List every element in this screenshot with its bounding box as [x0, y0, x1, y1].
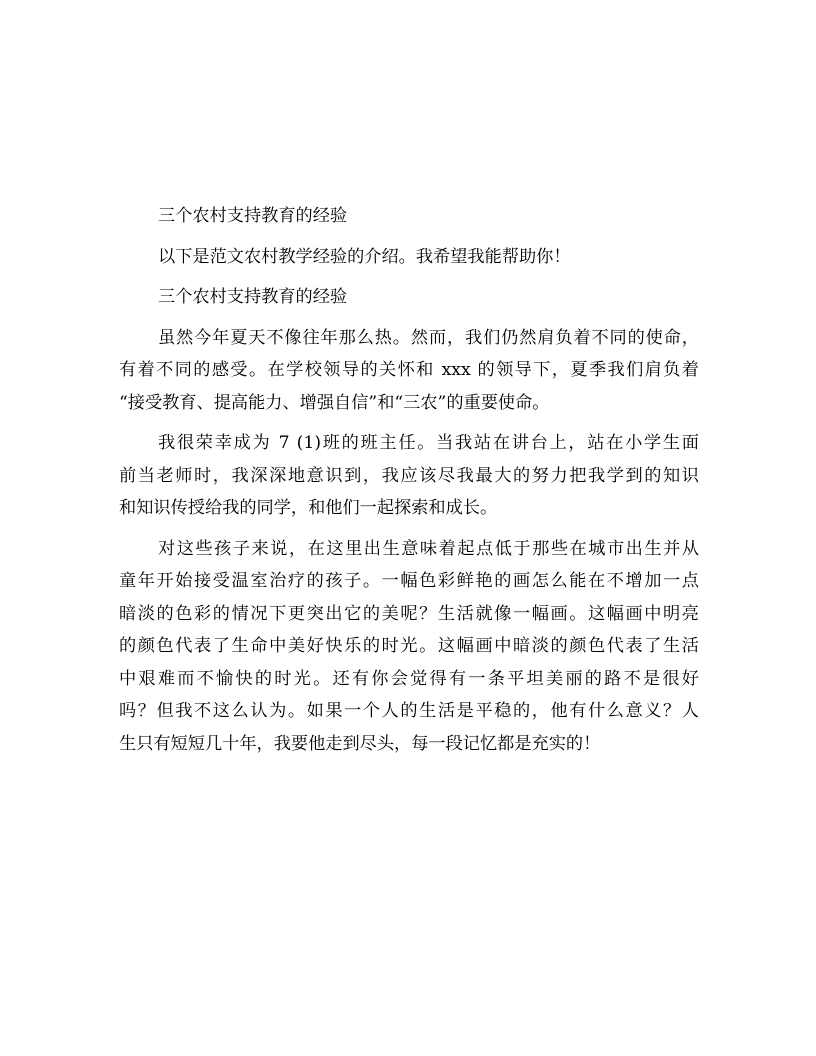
paragraph-line: 和知识传授给我的同学，和他们一起探索和成长。	[119, 498, 498, 518]
paragraph-line: 的颜色代表了生命中美好快乐的时光。这幅画中暗淡的颜色代表了生活	[119, 636, 699, 656]
paragraph-line: 生只有短短几十年，我要他走到尽头，每一段记忆都是充实的！	[119, 733, 601, 754]
paragraph-line: 对这些孩子来说，在这里出生意味着起点低于那些在城市出生并从	[158, 538, 699, 559]
heading-2: 三个农村支持教育的经验	[158, 287, 348, 307]
spacer	[119, 525, 699, 533]
spacer	[119, 273, 699, 281]
spacer	[119, 314, 699, 322]
paragraph-line: 有着不同的感受。在学校领导的关怀和 xxx 的领导下，夏季我们肩负着	[119, 360, 699, 380]
paragraph-line: 中艰难而不愉快的时光。还有你会觉得有一条平坦美丽的路不是很好	[119, 668, 699, 689]
heading-1: 三个农村支持教育的经验	[158, 206, 348, 226]
spacer	[119, 419, 699, 427]
paragraph-line: 暗淡的色彩的情况下更突出它的美呢？生活就像一幅画。这幅画中明亮	[119, 603, 699, 624]
intro-text: 以下是范文农村教学经验的介绍。我希望我能帮助你！	[158, 246, 571, 267]
paragraph-line: “接受教育、提高能力、增强自信”和“三农”的重要使命。	[119, 392, 550, 413]
paragraph-line: 前当老师时，我深深地意识到，我应该尽我最大的努力把我学到的知识	[119, 465, 699, 486]
paragraph-line: 吗？但我不这么认为。如果一个人的生活是平稳的，他有什么意义？人	[119, 701, 699, 721]
paragraph-1	[119, 322, 699, 420]
paragraph-3	[119, 533, 699, 761]
document-body	[119, 200, 699, 760]
paragraph-line: 童年开始接受温室治疗的孩子。一幅色彩鲜艳的画怎么能在不增加一点	[119, 571, 699, 591]
spacer	[119, 233, 699, 241]
paragraph-2	[119, 427, 699, 525]
paragraph-line: 虽然今年夏天不像往年那么热。然而，我们仍然肩负着不同的使命，	[158, 327, 699, 348]
paragraph-line: 我很荣幸成为 7 (1)班的班主任。当我站在讲台上，站在小学生面	[158, 433, 699, 453]
